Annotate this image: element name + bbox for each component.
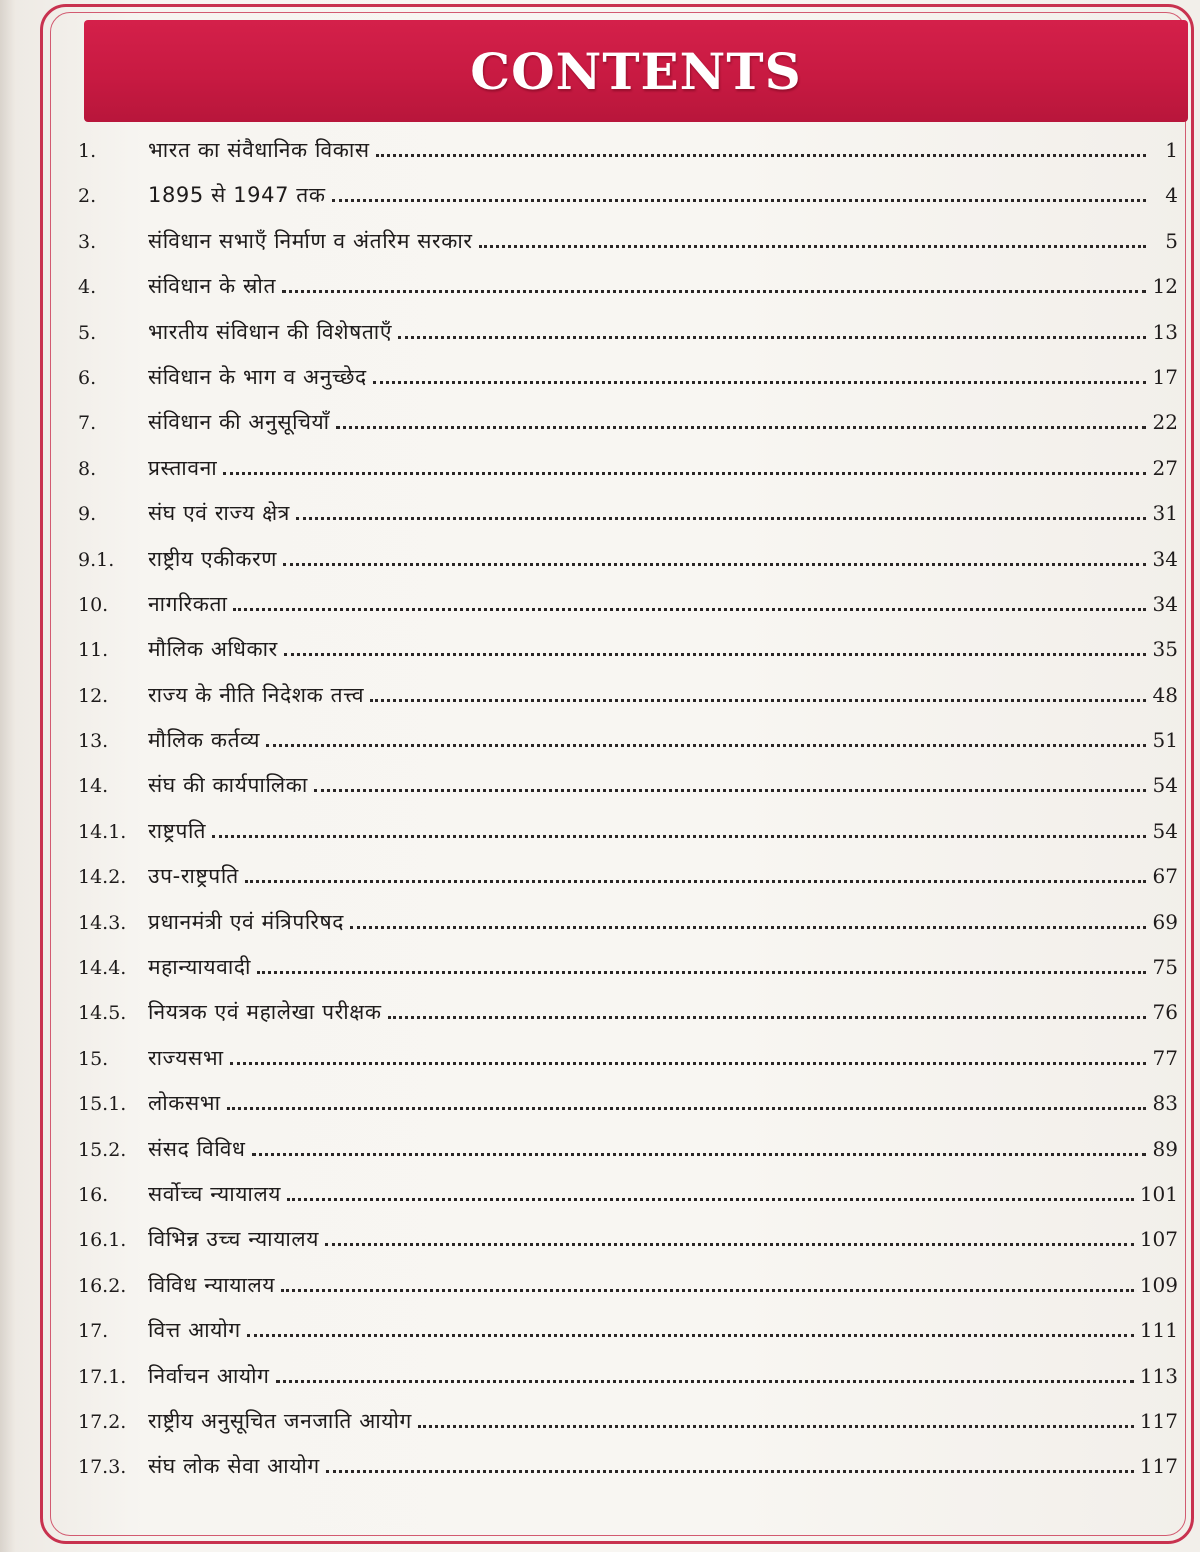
toc-entry — [66, 635, 1178, 680]
toc-entry-number: 16. — [78, 1183, 109, 1206]
toc-entry-number: 14.2. — [78, 866, 127, 889]
toc-entry-page-number: 109 — [1139, 1272, 1178, 1297]
toc-entry-page-number: 83 — [1152, 1091, 1178, 1116]
toc-entry-page-number: 117 — [1139, 1454, 1178, 1479]
contents-header-band — [84, 20, 1188, 122]
toc-entry-number: 15. — [78, 1047, 109, 1070]
toc-entry — [66, 227, 1178, 272]
toc-entry — [66, 771, 1178, 816]
toc-entry-page-number: 67 — [1152, 864, 1178, 889]
toc-entry-number: 3. — [78, 230, 97, 253]
toc-entry-page-number: 117 — [1139, 1408, 1178, 1433]
toc-dot-leader — [247, 1334, 1134, 1337]
toc-entry-page-number: 107 — [1139, 1227, 1178, 1252]
toc-entry-number: 4. — [78, 276, 97, 299]
toc-entry — [66, 1089, 1178, 1134]
toc-dot-leader — [283, 563, 1146, 566]
toc-entry — [66, 272, 1178, 317]
toc-entry-title: विभिन्न उच्च न्यायालय — [148, 1227, 320, 1252]
toc-entry-number: 9.1. — [78, 548, 115, 571]
toc-entry-number: 12. — [78, 684, 109, 707]
toc-dot-leader — [388, 1016, 1146, 1019]
toc-entry-title: संविधान के स्रोत — [148, 274, 277, 299]
toc-entry-page-number: 12 — [1152, 274, 1178, 299]
toc-dot-leader — [281, 1289, 1134, 1292]
toc-entry-page-number: 34 — [1152, 546, 1178, 571]
toc-entry-number: 17.2. — [78, 1410, 127, 1433]
toc-dot-leader — [230, 1062, 1146, 1065]
toc-entry-number: 17.1. — [78, 1365, 127, 1388]
toc-dot-leader — [223, 472, 1146, 475]
toc-entry-page-number: 5 — [1165, 228, 1178, 253]
toc-dot-leader — [233, 608, 1146, 611]
toc-entry-number: 11. — [78, 639, 109, 662]
toc-dot-leader — [336, 426, 1146, 429]
toc-entry-number: 15.2. — [78, 1138, 127, 1161]
toc-entry-page-number: 31 — [1152, 501, 1178, 526]
toc-entry-number: 14.1. — [78, 820, 127, 843]
toc-entry-number: 13. — [78, 730, 109, 753]
toc-entry-title: राष्ट्रीय अनुसूचित जनजाति आयोग — [148, 1408, 412, 1433]
toc-dot-leader — [245, 880, 1146, 883]
toc-entry — [66, 545, 1178, 590]
toc-entry — [66, 136, 1178, 181]
toc-entry-number: 8. — [78, 457, 97, 480]
toc-dot-leader — [418, 1425, 1134, 1428]
toc-entry-page-number: 35 — [1152, 637, 1178, 662]
toc-dot-leader — [332, 199, 1146, 202]
toc-entry-title: संविधान सभाएँ निर्माण व अंतरिम सरकार — [148, 228, 473, 253]
toc-entry — [66, 363, 1178, 408]
toc-entry — [66, 1452, 1178, 1497]
toc-dot-leader — [296, 517, 1146, 520]
toc-entry-page-number: 22 — [1152, 410, 1178, 435]
page-title: CONTENTS — [470, 41, 802, 101]
toc-entry-title: संविधान के भाग व अनुच्छेद — [148, 364, 367, 389]
toc-entry — [66, 1180, 1178, 1225]
toc-entry-number: 15.1. — [78, 1093, 127, 1116]
toc-dot-leader — [287, 1198, 1134, 1201]
toc-entry-title: राज्य के नीति निदेशक तत्त्व — [148, 682, 365, 707]
toc-entry-title: सर्वोच्च न्यायालय — [148, 1181, 282, 1206]
toc-entry-title: भारत का संवैधानिक विकास — [148, 138, 370, 162]
toc-entry-title: नियत्रक एवं महालेखा परीक्षक — [148, 1000, 382, 1025]
toc-entry-page-number: 48 — [1152, 682, 1178, 707]
toc-entry-title: 1895 से 1947 तक — [148, 183, 326, 208]
toc-dot-leader — [257, 971, 1146, 974]
toc-entry-number: 1. — [78, 140, 97, 162]
toc-entry-number: 9. — [78, 503, 97, 526]
toc-entry-page-number: 77 — [1152, 1045, 1178, 1070]
toc-entry-title: नागरिकता — [148, 591, 228, 616]
toc-entry — [66, 499, 1178, 544]
toc-entry-title: प्रस्तावना — [148, 455, 218, 480]
toc-entry — [66, 862, 1178, 907]
toc-entry-page-number: 1 — [1165, 138, 1178, 162]
toc-entry-title: वित्त आयोग — [148, 1318, 241, 1343]
toc-entry-number: 14. — [78, 775, 109, 798]
toc-entry-page-number: 69 — [1152, 909, 1178, 934]
toc-entry — [66, 1271, 1178, 1316]
toc-entry-title: निर्वाचन आयोग — [148, 1363, 270, 1388]
toc-dot-leader — [252, 1153, 1146, 1156]
toc-dot-leader — [370, 699, 1146, 702]
toc-entry-page-number: 75 — [1152, 955, 1178, 980]
toc-entry-title: भारतीय संविधान की विशेषताएँ — [148, 319, 393, 344]
toc-dot-leader — [325, 1243, 1134, 1246]
toc-entry — [66, 1225, 1178, 1270]
toc-dot-leader — [266, 744, 1146, 747]
toc-entry-title: मौलिक अधिकार — [148, 637, 278, 662]
toc-dot-leader — [284, 653, 1146, 656]
toc-entry-title: संघ एवं राज्य क्षेत्र — [148, 501, 290, 526]
toc-entry-title: राष्ट्रपति — [148, 818, 207, 843]
toc-entry-title: लोकसभा — [148, 1091, 221, 1116]
toc-entry — [66, 408, 1178, 453]
toc-entry-page-number: 4 — [1165, 183, 1178, 208]
toc-entry — [66, 1135, 1178, 1180]
toc-entry — [66, 681, 1178, 726]
toc-entry-page-number: 76 — [1152, 1000, 1178, 1025]
toc-dot-leader — [212, 835, 1146, 838]
toc-entry-page-number: 27 — [1152, 455, 1178, 480]
toc-entry-page-number: 89 — [1152, 1136, 1178, 1161]
toc-entry-title: महान्यायवादी — [148, 955, 252, 980]
toc-entry-page-number: 17 — [1152, 364, 1178, 389]
toc-entry-title: संघ की कार्यपालिका — [148, 773, 308, 798]
toc-entry-number: 16.1. — [78, 1229, 127, 1252]
toc-entry — [66, 908, 1178, 953]
toc-entry — [66, 998, 1178, 1043]
toc-entry-title: विविध न्यायालय — [148, 1272, 276, 1297]
toc-entry-page-number: 113 — [1139, 1363, 1178, 1388]
toc-entry-number: 10. — [78, 593, 109, 616]
toc-entry — [66, 726, 1178, 771]
toc-entry-number: 14.4. — [78, 957, 127, 980]
toc-entry-title: संसद विविध — [148, 1136, 246, 1161]
toc-entry-page-number: 51 — [1152, 728, 1178, 753]
toc-dot-leader — [350, 926, 1146, 929]
toc-entry — [66, 590, 1178, 635]
toc-entry-page-number: 101 — [1139, 1181, 1178, 1206]
toc-entry-number: 14.3. — [78, 911, 127, 934]
toc-entry-title: राष्ट्रीय एकीकरण — [148, 546, 278, 571]
toc-dot-leader — [376, 154, 1146, 157]
toc-dot-leader — [276, 1380, 1134, 1383]
toc-entry-number: 17.3. — [78, 1456, 127, 1479]
toc-dot-leader — [398, 336, 1146, 339]
toc-entry-page-number: 34 — [1152, 591, 1178, 616]
toc-entry-title: संविधान की अनुसूचियाँ — [148, 410, 330, 435]
toc-entry-page-number: 111 — [1139, 1318, 1178, 1343]
toc-entry — [66, 181, 1178, 226]
toc-entry — [66, 1407, 1178, 1452]
toc-entry — [66, 1362, 1178, 1407]
toc-entry-page-number: 13 — [1152, 319, 1178, 344]
toc-entry-number: 14.5. — [78, 1002, 127, 1025]
toc-entry-number: 17. — [78, 1320, 109, 1343]
toc-dot-leader — [314, 789, 1146, 792]
toc-entry — [66, 1044, 1178, 1089]
toc-entry-title: प्रधानमंत्री एवं मंत्रिपरिषद — [148, 909, 345, 934]
table-of-contents — [66, 136, 1178, 1498]
toc-entry — [66, 454, 1178, 499]
toc-entry-number: 2. — [78, 185, 97, 208]
toc-dot-leader — [227, 1107, 1146, 1110]
toc-entry-page-number: 54 — [1152, 818, 1178, 843]
toc-entry-title: संघ लोक सेवा आयोग — [148, 1454, 320, 1479]
toc-entry-number: 16.2. — [78, 1274, 127, 1297]
toc-entry — [66, 817, 1178, 862]
toc-dot-leader — [373, 381, 1146, 384]
toc-entry-number: 6. — [78, 366, 97, 389]
toc-dot-leader — [479, 245, 1146, 248]
toc-entry-page-number: 54 — [1152, 773, 1178, 798]
toc-dot-leader — [282, 290, 1146, 293]
toc-entry-number: 7. — [78, 412, 97, 435]
toc-entry — [66, 318, 1178, 363]
toc-entry-title: उप-राष्ट्रपति — [148, 864, 239, 889]
toc-entry-title: राज्यसभा — [148, 1045, 224, 1070]
toc-entry-title: मौलिक कर्तव्य — [148, 728, 261, 753]
toc-dot-leader — [326, 1470, 1134, 1473]
toc-entry — [66, 1316, 1178, 1361]
toc-entry-number: 5. — [78, 321, 97, 344]
page-binding-edge — [0, 0, 16, 1552]
toc-entry — [66, 953, 1178, 998]
